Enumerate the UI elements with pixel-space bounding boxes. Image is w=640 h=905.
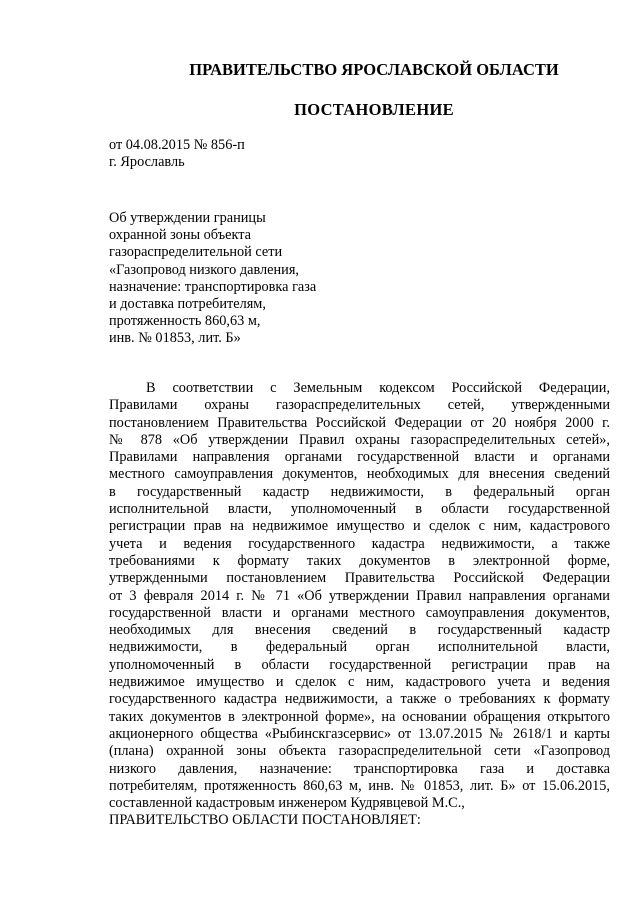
- subject-line: инв. № 01853, лит. Б»: [109, 330, 241, 347]
- body-line: местного самоуправления документов, необходимых для внесения сведений: [109, 466, 610, 483]
- body-line: составленной кадастровым инженером Кудрявцевой М.С.,: [109, 795, 465, 812]
- body-line: таких документов в электронной форме», на основании обращения открытого: [109, 708, 611, 725]
- document-subject: [109, 210, 316, 348]
- document-type-title: ПОСТАНОВЛЕНИЕ: [294, 100, 454, 119]
- body-line: недвижимое имущество и сделок с ним, кадастрового учета и ведения: [109, 674, 610, 691]
- city: г. Ярославль: [109, 154, 185, 170]
- body-line: утвержденными постановлением Правительства Российской Федерации: [109, 570, 611, 587]
- subject-line: охранной зоны объекта: [109, 227, 251, 244]
- subject-line: Об утверждении границы: [109, 210, 266, 226]
- body-line: потребителям, протяженность 860,63 м, инв. № 01853, лит. Б» от 15.06.2015,: [109, 777, 610, 794]
- document-body: [109, 380, 610, 830]
- document-meta: [109, 137, 245, 171]
- body-line: учета и ведения государственного кадастра недвижимости, а также: [109, 535, 611, 552]
- body-line: исполнительной власти, уполномоченный в области государственной: [109, 501, 610, 518]
- body-line: акционерного общества «Рыбинскгазсервис» от 13.07.2015 № 2618/1 и карты: [109, 725, 610, 742]
- body-line: государственного кадастра недвижимости, а также о требованиях к формату: [109, 691, 610, 708]
- government-title: ПРАВИТЕЛЬСТВО ЯРОСЛАВСКОЙ ОБЛАСТИ: [189, 60, 559, 79]
- body-line: Правилами направления органами государственной власти и органами: [109, 449, 611, 466]
- subject-line: «Газопровод низкого давления,: [109, 261, 299, 278]
- date-number: от 04.08.2015 № 856-п: [109, 137, 245, 153]
- body-line: необходимых для внесения сведений в государственный кадастр: [109, 622, 611, 639]
- subject-line: протяженность 860,63 м,: [109, 313, 261, 330]
- body-line: от 3 февраля 2014 г. № 71 «Об утверждении Правил направления органами: [109, 587, 610, 604]
- body-line: ПРАВИТЕЛЬСТВО ОБЛАСТИ ПОСТАНОВЛЯЕТ:: [109, 812, 421, 829]
- body-line: недвижимости, в федеральный орган исполнительной власти,: [109, 639, 610, 656]
- body-line: государственной власти и органами местного самоуправления документов,: [109, 604, 610, 621]
- body-line: Правилами охраны газораспределительных сетей, утвержденными: [109, 397, 610, 414]
- body-line: уполномоченный в области государственной регистрации прав на: [109, 656, 610, 673]
- body-line: регистрации прав на недвижимое имущество и сделок с ним, кадастрового: [109, 518, 610, 535]
- body-line: постановлением Правительства Российской Федерации от 20 ноября 2000 г.: [109, 414, 610, 431]
- body-line: В соответствии с Земельным кодексом Российской Федерации,: [146, 380, 611, 396]
- subject-line: газораспределительной сети: [109, 244, 283, 261]
- body-line: (плана) охранной зоны объекта газораспределительной сети «Газопровод: [109, 743, 611, 760]
- body-line: требованиями к формату таких документов в электронной форме,: [109, 552, 611, 569]
- body-line: № 878 «Об утверждении Правил охраны газораспределительных сетей»,: [109, 431, 610, 448]
- subject-line: назначение: транспортировка газа: [109, 278, 317, 295]
- body-line: в государственный кадастр недвижимости, в федеральный орган: [109, 483, 610, 500]
- body-line: низкого давления, назначение: транспортировка газа и доставка: [109, 760, 611, 777]
- subject-line: и доставка потребителям,: [109, 296, 266, 313]
